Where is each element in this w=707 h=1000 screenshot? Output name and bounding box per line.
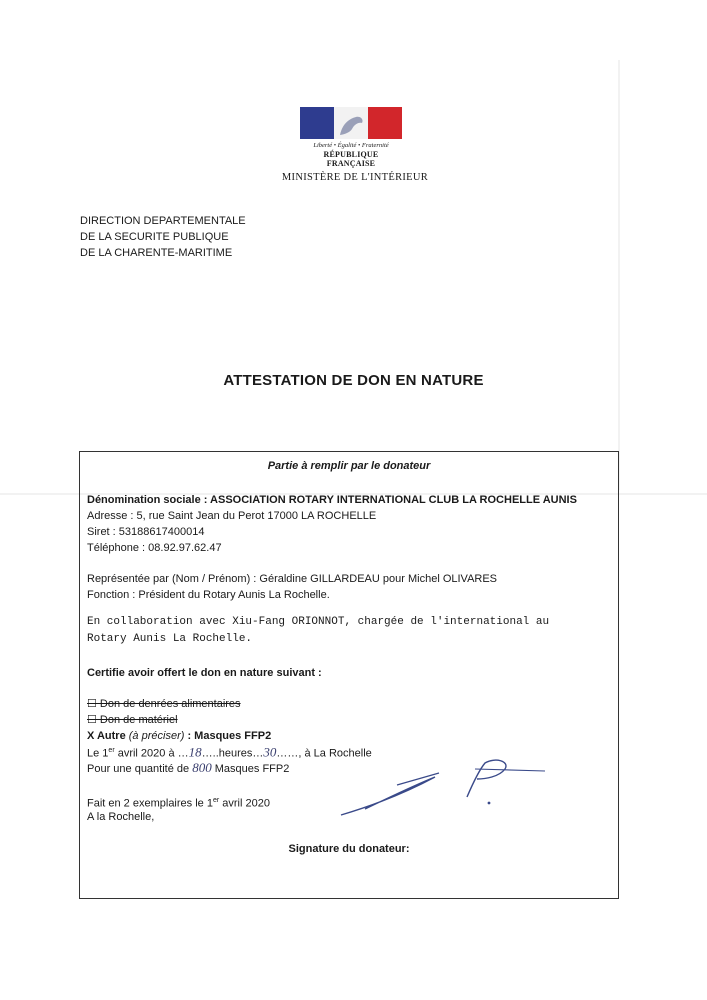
handwritten-minutes: 30	[263, 744, 277, 760]
ministere: MINISTÈRE DE L'INTÉRIEUR	[281, 172, 429, 183]
handwritten-quantity: 800	[192, 760, 212, 775]
representee: Représentée par (Nom / Prénom) : Géraldine GILLARDEAU pour Michel OLIVARES	[87, 573, 498, 585]
marianne-flag-icon	[300, 107, 402, 139]
direction-block	[80, 213, 246, 261]
motto: Liberté • Égalité • Fraternité	[313, 142, 389, 149]
scan-line	[618, 60, 620, 490]
date-line: Le 1er avril 2020 à …18…..heures…30……, à La Rochelle	[87, 744, 372, 760]
adresse: Adresse : 5, rue Saint Jean du Perot 17000 LA ROCHELLE	[87, 510, 377, 522]
page-title: ATTESTATION DE DON EN NATURE	[223, 372, 484, 389]
signature-drawing	[335, 755, 555, 825]
fait-line: Fait en 2 exemplaires le 1er avril 2020	[87, 797, 270, 810]
direction-line: DE LA SECURITE PUBLIQUE	[80, 231, 229, 243]
fonction: Fonction : Président du Rotary Aunis La Rochelle.	[87, 589, 330, 601]
collaboration-line: Rotary Aunis La Rochelle.	[87, 633, 253, 645]
option-materiel: ☐ Don de matériel	[87, 714, 178, 726]
denomination: Dénomination sociale : ASSOCIATION ROTARY INTERNATIONAL CLUB LA ROCHELLE AUNIS	[87, 494, 577, 506]
signature-label: Signature du donateur:	[288, 843, 410, 855]
lieu-line: A la Rochelle,	[87, 811, 155, 823]
telephone: Téléphone : 08.92.97.62.47	[87, 542, 222, 554]
section-heading: Partie à remplir par le donateur	[267, 460, 431, 472]
republique-francaise: RÉPUBLIQUE FRANÇAISE	[323, 150, 379, 168]
direction-line: DE LA CHARENTE-MARITIME	[80, 247, 233, 259]
collaboration-line: En collaboration avec Xiu-Fang ORIONNOT, chargée de l'international au	[87, 616, 550, 628]
direction-line: DIRECTION DEPARTEMENTALE	[80, 215, 246, 227]
siret: Siret : 53188617400014	[87, 526, 205, 538]
certifie: Certifie avoir offert le don en nature suivant :	[87, 667, 322, 679]
option-denrees: ☐ Don de denrées alimentaires	[87, 698, 241, 710]
quantite-line: Pour une quantité de 800 Masques FFP2	[87, 760, 290, 775]
republique-logo	[300, 107, 402, 168]
handwritten-hour: 18	[188, 744, 202, 760]
option-autre: X Autre (à préciser) : Masques FFP2	[87, 730, 272, 742]
